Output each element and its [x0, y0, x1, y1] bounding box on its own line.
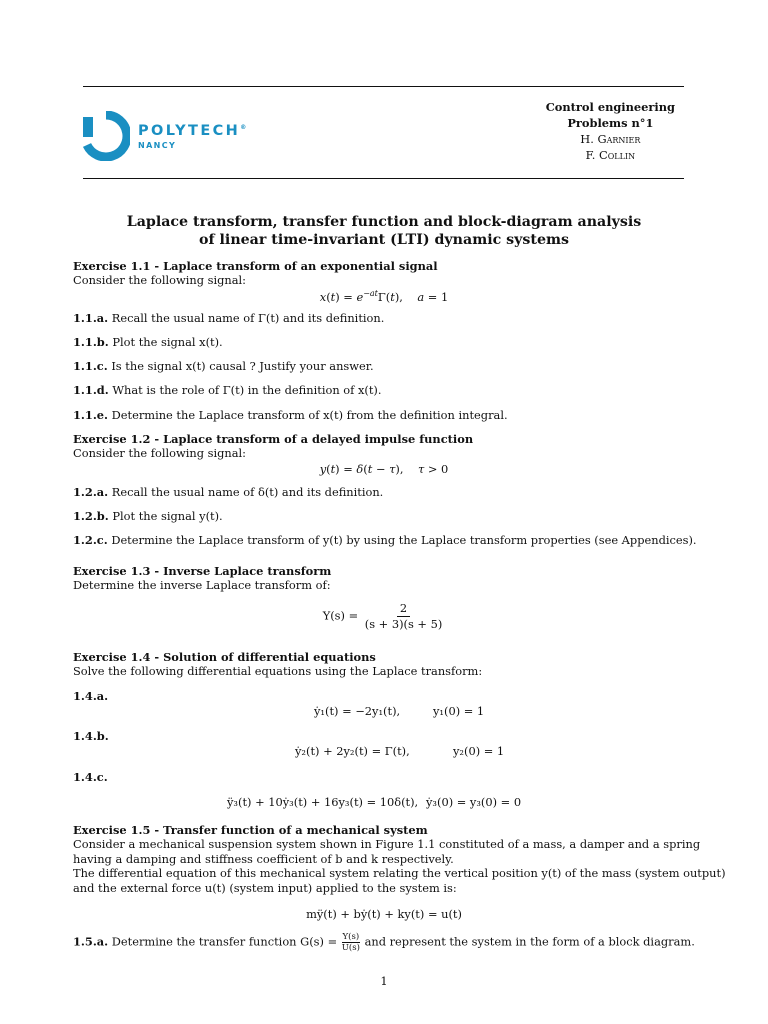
- author-2: F. Collin: [585, 148, 636, 162]
- question-1-5-a: 1.5.a. Determine the transfer function G(s) = $\frac{Y(s)}{U(s)}$ and represent the system in the form of a block diagram.: [73, 932, 695, 953]
- question-1-1-e: 1.1.e. Determine the Laplace transform of x(t) from the definition integral.: [73, 408, 508, 422]
- item-1-4-a-equation: ẏ₁(t) = −2y₁(t),: [314, 704, 401, 718]
- exercise-1-5-paragraph-4: and the external force u(t) (system input) applied to the system is:: [73, 881, 457, 895]
- question-1-1-d: 1.1.d. What is the role of Γ(t) in the definition of x(t).: [73, 383, 382, 397]
- logo-name: POLYTECH®: [138, 123, 247, 139]
- problems-number: Problems n°1: [567, 116, 654, 130]
- question-1-2-a: 1.2.a. Recall the usual name of δ(t) and its definition.: [73, 485, 384, 499]
- document-title-line-1: Laplace transform, transfer function and block-diagram analysis: [126, 214, 642, 230]
- polytech-logo-icon: [82, 111, 130, 161]
- transfer-function-fraction: $\frac{Y(s)}{U(s)}$: [341, 932, 360, 953]
- question-1-1-a: 1.1.a. Recall the usual name of Γ(t) and its definition.: [73, 311, 385, 325]
- exercise-1-5-paragraph-3: The differential equation of this mechanical system relating the vertical position y(t) of the mass (system output): [73, 866, 726, 880]
- exercise-1-5-heading: Exercise 1.5 - Transfer function of a mechanical system: [73, 823, 428, 837]
- item-1-4-a-label: 1.4.a.: [73, 689, 109, 703]
- item-1-4-c-initial-condition: ẏ₃(0) = y₃(0) = 0: [426, 795, 522, 809]
- header-bottom-rule: [83, 178, 684, 179]
- exercise-1-3-intro: Determine the inverse Laplace transform of:: [73, 578, 331, 592]
- question-1-2-c: 1.2.c. Determine the Laplace transform of y(t) by using the Laplace transform properties (see Appendices).: [73, 533, 697, 547]
- exercise-1-2-equation: y(t) = δ(t − τ), τ > 0: [319, 462, 449, 476]
- exercise-1-5-paragraph-1: Consider a mechanical suspension system shown in Figure 1.1 constituted of a mass, a damper and a spring: [73, 837, 701, 851]
- page-number: 1: [380, 974, 388, 988]
- item-1-4-b-initial-condition: y₂(0) = 1: [453, 744, 505, 758]
- question-1-2-b: 1.2.b. Plot the signal y(t).: [73, 509, 223, 523]
- exercise-1-4-heading: Exercise 1.4 - Solution of differential equations: [73, 650, 376, 664]
- exercise-1-2-heading: Exercise 1.2 - Laplace transform of a delayed impulse function: [73, 432, 474, 446]
- course-info: [546, 99, 675, 163]
- exercise-1-2-intro: Consider the following signal:: [73, 446, 247, 460]
- exercise-1-4-intro: Solve the following differential equations using the Laplace transform:: [73, 664, 483, 678]
- document-title-line-2: of linear time-invariant (LTI) dynamic systems: [199, 232, 569, 248]
- item-1-4-a-initial-condition: y₁(0) = 1: [433, 704, 485, 718]
- item-1-4-c-equation: ÿ₃(t) + 10ẏ₃(t) + 16y₃(t) = 10δ(t),: [227, 795, 419, 809]
- exercise-1-1-heading: Exercise 1.1 - Laplace transform of an exponential signal: [73, 259, 438, 273]
- exercise-1-3-heading: Exercise 1.3 - Inverse Laplace transform: [73, 564, 332, 578]
- exercise-1-1-equation: $x(t) = e^{-at}\Gamma(t)$, a = 1: [319, 289, 449, 304]
- author-1: H. Garnier: [580, 132, 641, 146]
- fraction: $\frac{2}{(s + 3)(s + 5)}$: [364, 601, 443, 631]
- item-1-4-c-label: 1.4.c.: [73, 770, 108, 784]
- exercise-1-5-paragraph-2: having a damping and stiffness coefficient of b and k respectively.: [73, 852, 454, 866]
- exercise-1-1-intro: Consider the following signal:: [73, 273, 247, 287]
- exercise-1-5-equation: mÿ(t) + bẏ(t) + ky(t) = u(t): [306, 907, 462, 921]
- question-1-1-b: 1.1.b. Plot the signal x(t).: [73, 335, 223, 349]
- top-rule: [83, 86, 684, 87]
- logo-subtitle: NANCY: [138, 141, 177, 150]
- item-1-4-b-equation: ẏ₂(t) + 2y₂(t) = Γ(t),: [295, 744, 410, 758]
- item-1-4-b-label: 1.4.b.: [73, 729, 109, 743]
- course-name: Control engineering: [545, 100, 675, 114]
- question-1-1-c: 1.1.c. Is the signal x(t) causal ? Justify your answer.: [73, 359, 374, 373]
- exercise-1-3-equation: Y(s) = $\frac{2}{(s + 3)(s + 5)}$: [0, 601, 768, 632]
